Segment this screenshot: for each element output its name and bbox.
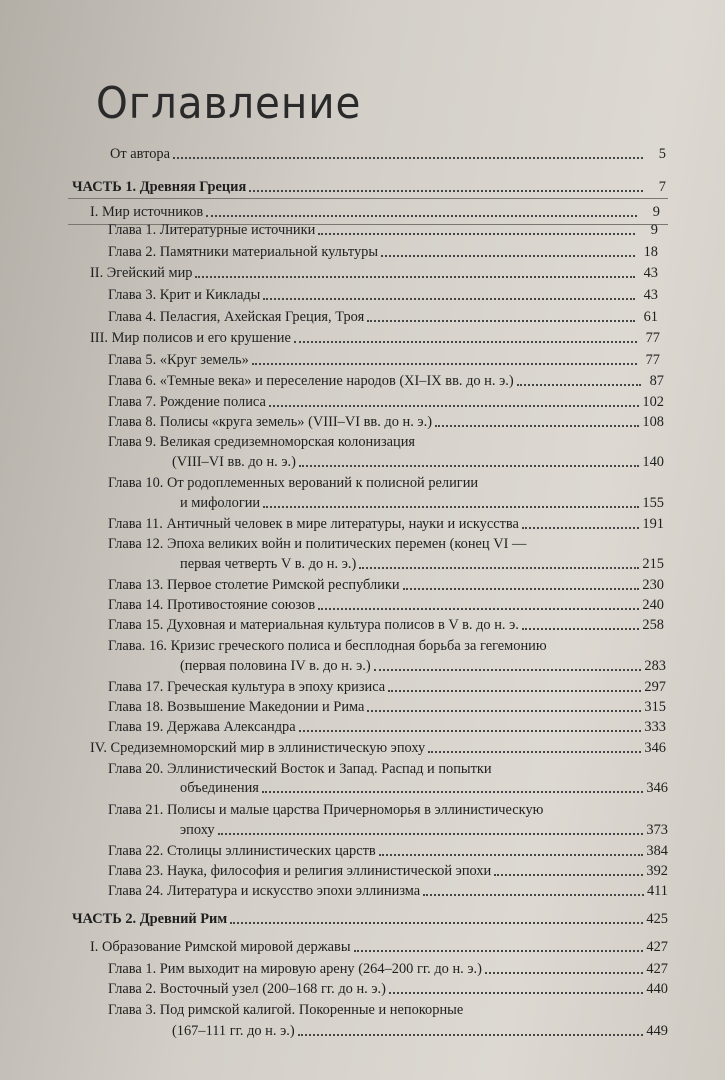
leader-dots [249, 189, 643, 192]
entry-page: 43 [643, 265, 658, 281]
entry-page: 102 [642, 394, 664, 410]
toc-entry-chapter[interactable] [108, 221, 658, 239]
entry-label: Глава 20. Эллинистический Восток и Запад. Распад и попытки [108, 761, 492, 777]
leader-dots [263, 297, 635, 300]
entry-label: объединения [180, 780, 259, 796]
entry-page: 191 [642, 516, 664, 532]
entry-page: 297 [644, 679, 666, 695]
toc-entry-chapter[interactable] [108, 351, 660, 369]
toc-entry-chapter[interactable] [108, 960, 668, 978]
entry-label: Глава 11. Античный человек в мире литературы, науки и искусства [108, 516, 519, 532]
entry-page: 427 [646, 939, 668, 955]
entry-label: От автора [110, 146, 170, 162]
entry-label: Глава 3. Крит и Киклады [108, 287, 261, 303]
entry-page: 77 [645, 330, 660, 346]
entry-label: и мифологии [180, 495, 261, 511]
leader-dots [494, 873, 643, 876]
entry-page: 140 [642, 454, 664, 470]
entry-page: 392 [646, 863, 668, 879]
entry-label: (первая половина IV в. до н. э.) [180, 658, 371, 674]
entry-label: (VIII–VI вв. до н. э.) [172, 454, 296, 470]
entry-page: 411 [646, 883, 668, 899]
entry-page: 346 [646, 780, 668, 796]
toc-entry-chapter[interactable] [108, 243, 658, 261]
toc-entry-chapter-line2[interactable] [180, 494, 664, 512]
toc-entry-part[interactable] [72, 178, 666, 196]
toc-entry-chapter[interactable] [108, 980, 668, 998]
leader-dots [269, 404, 640, 407]
leader-dots [359, 566, 639, 569]
entry-label: I. Мир источников [90, 204, 204, 220]
entry-page: 215 [642, 556, 664, 572]
toc-entry-chapter[interactable] [108, 882, 668, 900]
toc-entry-chapter-line1[interactable] [108, 801, 543, 819]
entry-label: III. Мир полисов и его крушение [90, 330, 291, 346]
leader-dots [379, 853, 644, 856]
entry-label: Глава 1. Рим выходит на мировую арену (264–200 гг. до н. э.) [108, 961, 482, 977]
leader-dots [299, 464, 640, 467]
entry-page: 7 [658, 179, 666, 195]
toc-entry-section[interactable] [90, 739, 666, 757]
toc-entry-chapter-line2[interactable] [180, 555, 664, 573]
leader-dots [381, 254, 635, 257]
entry-label: Глава 13. Первое столетие Римской республики [108, 577, 400, 593]
page-title: Оглавление [96, 78, 362, 129]
toc-entry-chapter[interactable] [108, 515, 664, 533]
entry-page: 333 [644, 719, 666, 735]
leader-dots [403, 587, 640, 590]
entry-page: 108 [642, 414, 664, 430]
leader-dots [230, 921, 643, 924]
entry-page: 346 [644, 740, 666, 756]
toc-entry-section[interactable] [90, 329, 660, 347]
toc-entry-chapter[interactable] [108, 576, 664, 594]
toc-entry-chapter-line2[interactable] [172, 453, 664, 471]
toc-entry-chapter-line1[interactable] [108, 535, 526, 553]
toc-entry-author[interactable] [110, 145, 666, 163]
entry-label: ЧАСТЬ 1. Древняя Греция [72, 179, 247, 195]
toc-entry-section[interactable] [90, 938, 668, 956]
toc-entry-chapter-line2[interactable] [172, 1022, 668, 1040]
entry-label: Глава 3. Под римской калигой. Покоренные и непокорные [108, 1002, 464, 1018]
entry-label: Глава 24. Литература и искусство эпохи эллинизма [108, 883, 421, 899]
entry-label: Глава 14. Противостояние союзов [108, 597, 316, 613]
entry-page: 440 [646, 981, 668, 997]
entry-page: 18 [643, 244, 658, 260]
entry-label: Глава 22. Столицы эллинистических царств [108, 843, 376, 859]
entry-page: 315 [644, 699, 666, 715]
entry-page: 9 [650, 222, 658, 238]
leader-dots [389, 991, 643, 994]
toc-entry-chapter[interactable] [108, 698, 666, 716]
toc-entry-chapter[interactable] [108, 678, 666, 696]
entry-label: Глава 6. «Темные века» и переселение народов (XI–IX вв. до н. э.) [108, 373, 514, 389]
toc-entry-chapter[interactable] [108, 718, 666, 736]
toc-entry-chapter[interactable] [108, 286, 658, 304]
leader-dots [206, 214, 637, 217]
leader-dots [435, 424, 639, 427]
entry-label: (167–111 гг. до н. э.) [172, 1023, 295, 1039]
entry-label: Глава 10. От родоплеменных верований к полисной религии [108, 475, 479, 491]
leader-dots [423, 893, 644, 896]
toc-entry-part[interactable] [72, 910, 668, 928]
entry-label: Глава 19. Держава Александра [108, 719, 296, 735]
entry-label: Глава. 16. Кризис греческого полиса и бесплодная борьба за гегемонию [108, 638, 547, 654]
leader-dots [522, 627, 640, 630]
entry-page: 43 [643, 287, 658, 303]
toc-entry-chapter-line1[interactable] [108, 637, 547, 655]
leader-dots [218, 832, 644, 835]
toc-entry-chapter[interactable] [108, 596, 664, 614]
entry-label: Глава 17. Греческая культура в эпоху кризиса [108, 679, 386, 695]
leader-dots [485, 971, 644, 974]
entry-label: Глава 8. Полисы «круга земель» (VIII–VI вв. до н. э.) [108, 414, 432, 430]
entry-page: 87 [649, 373, 664, 389]
leader-dots [195, 275, 635, 278]
leader-dots [299, 729, 642, 732]
leader-dots [262, 790, 643, 793]
entry-label: I. Образование Римской мировой державы [90, 939, 351, 955]
entry-label: II. Эгейский мир [90, 265, 193, 281]
entry-label: Глава 12. Эпоха великих войн и политических перемен (конец VI — [108, 536, 527, 552]
entry-label: Глава 4. Пеласгия, Ахейская Греция, Троя [108, 309, 365, 325]
leader-dots [294, 340, 637, 343]
entry-page: 427 [646, 961, 668, 977]
entry-page: 240 [642, 597, 664, 613]
leader-dots [318, 607, 639, 610]
toc-entry-chapter[interactable] [108, 842, 668, 860]
leader-dots [354, 949, 644, 952]
toc-entry-chapter-line2[interactable] [180, 779, 668, 797]
entry-label: первая четверть V в. до н. э.) [180, 556, 357, 572]
entry-page: 258 [642, 617, 664, 633]
toc-entry-chapter-line1[interactable] [108, 433, 415, 451]
toc-entry-chapter[interactable] [108, 393, 664, 411]
entry-label: Глава 15. Духовная и материальная культура полисов в V в. до н. э. [108, 617, 519, 633]
entry-label: IV. Средиземноморский мир в эллинистическую эпоху [90, 740, 426, 756]
entry-label: эпоху [180, 822, 215, 838]
toc-entry-chapter[interactable] [108, 862, 668, 880]
entry-page: 9 [652, 204, 660, 220]
leader-dots [374, 668, 642, 671]
entry-page: 384 [646, 843, 668, 859]
toc-entry-chapter[interactable] [108, 372, 664, 390]
leader-dots [318, 232, 635, 235]
divider [68, 198, 668, 199]
leader-dots [298, 1033, 644, 1036]
entry-page: 283 [644, 658, 666, 674]
entry-label: Глава 21. Полисы и малые царства Причерноморья в эллинистическую [108, 802, 544, 818]
entry-page: 425 [646, 911, 668, 927]
entry-page: 77 [645, 352, 660, 368]
entry-label: Глава 5. «Круг земель» [108, 352, 249, 368]
leader-dots [367, 319, 635, 322]
entry-page: 155 [642, 495, 664, 511]
leader-dots [388, 689, 641, 692]
entry-label: Глава 9. Великая средиземноморская колонизация [108, 434, 416, 450]
toc-entry-chapter-line1[interactable] [108, 760, 492, 778]
entry-label: Глава 7. Рождение полиса [108, 394, 266, 410]
leader-dots [252, 362, 637, 365]
entry-page: 61 [643, 309, 658, 325]
toc-entry-chapter-line2[interactable] [180, 821, 668, 839]
entry-label: Глава 2. Восточный узел (200–168 гг. до н. э.) [108, 981, 386, 997]
toc-entry-section[interactable] [90, 203, 660, 221]
toc-entry-chapter[interactable] [108, 616, 664, 634]
leader-dots [517, 383, 641, 386]
entry-label: Глава 2. Памятники материальной культуры [108, 244, 379, 260]
leader-dots [173, 156, 643, 159]
entry-page: 5 [658, 146, 666, 162]
entry-label: Глава 18. Возвышение Македонии и Рима [108, 699, 365, 715]
toc-entry-chapter-line1[interactable] [108, 474, 478, 492]
toc-entry-section[interactable] [90, 264, 658, 282]
toc-entry-chapter-line1[interactable] [108, 1001, 463, 1019]
entry-label: Глава 1. Литературные источники [108, 222, 316, 238]
entry-label: Глава 23. Наука, философия и религия эллинистической эпохи [108, 863, 492, 879]
entry-page: 373 [646, 822, 668, 838]
entry-page: 230 [642, 577, 664, 593]
leader-dots [263, 505, 639, 508]
entry-label: ЧАСТЬ 2. Древний Рим [72, 911, 228, 927]
entry-page: 449 [646, 1023, 668, 1039]
toc-entry-chapter-line2[interactable] [180, 657, 666, 675]
leader-dots [522, 526, 640, 529]
toc-entry-chapter[interactable] [108, 413, 664, 431]
leader-dots [428, 750, 641, 753]
leader-dots [367, 709, 641, 712]
toc-entry-chapter[interactable] [108, 308, 658, 326]
